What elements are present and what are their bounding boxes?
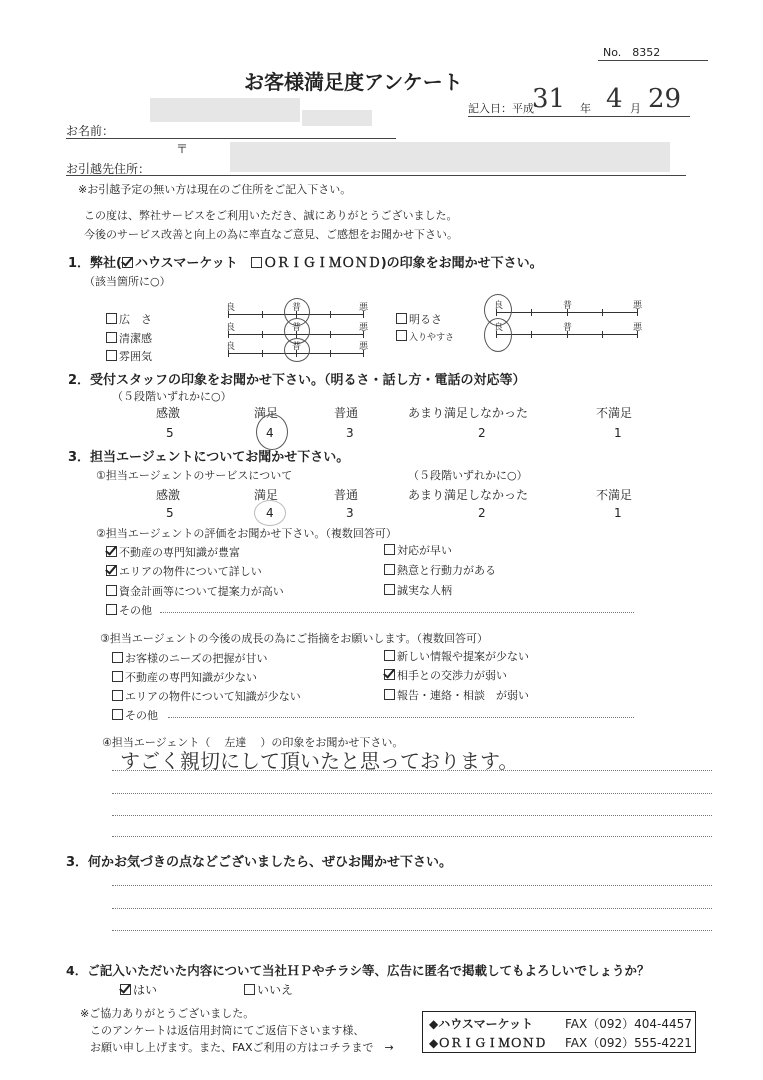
date-year-unit: 年	[580, 102, 591, 115]
fax-box	[422, 1011, 696, 1053]
q3-s2-item-area	[106, 563, 262, 579]
q2-answer-circle	[256, 414, 288, 450]
q5-option-yes-label: はい	[133, 983, 158, 997]
q1-post: )の印象をお聞かせ下さい。	[380, 256, 543, 271]
q3-s3-item-report-checkbox[interactable]	[384, 689, 395, 700]
q1-item-size-label: 広 さ	[119, 313, 152, 326]
q2-subtitle: （５段階いずれかに○）	[112, 390, 232, 403]
q1-scale-bad-label: 悪	[359, 323, 369, 333]
q1-item-accessibility	[396, 330, 454, 343]
q3-s2-item-planning	[106, 583, 284, 599]
q3-s1-title: ①担当エージェントのサービスについて	[96, 469, 293, 482]
q1-option-housemarket-label: ハウスマーケット	[135, 256, 238, 271]
footer-note-1: このアンケートは返信用封筒にてご返信下さいます様、	[90, 1024, 365, 1037]
name-underline	[66, 138, 396, 139]
q3-s2-item-other-label: その他	[119, 604, 152, 617]
q3-s3-other-line[interactable]	[168, 717, 634, 718]
q1-subtitle: （該当箇所に○）	[84, 275, 171, 288]
postal-mark: 〒	[176, 142, 189, 156]
rating-value-4: 4	[266, 506, 274, 520]
q1-item-cleanliness	[106, 330, 152, 346]
q1-number: 1．	[68, 256, 91, 271]
q1-item-accessibility-checkbox[interactable]	[396, 330, 407, 341]
q3-s4-line-3[interactable]	[112, 815, 712, 816]
q3-s3-item-negotiation	[384, 667, 507, 683]
q1-item-atmosphere-label: 雰囲気	[119, 350, 152, 363]
q3-s2-item-quick-label: 対応が早い	[397, 544, 452, 557]
q3-s2-item-knowledge	[106, 544, 240, 560]
q5-option-no-label: いいえ	[257, 983, 294, 997]
q3-s2-item-area-checkbox[interactable]	[106, 565, 117, 576]
q3-s3-item-other	[112, 707, 158, 723]
q3-s3-item-report-label: 報告・連絡・相談 が弱い	[397, 689, 529, 702]
q3-s2-item-sincere-label: 誠実な人柄	[397, 584, 452, 597]
name-redacted-2	[302, 110, 372, 126]
q1-scale-bad-label: 悪	[359, 342, 369, 352]
q1-item-cleanliness-label: 清潔感	[119, 332, 152, 345]
rating-label-1: 不満足	[596, 488, 633, 502]
q3-s2-item-sincere	[384, 582, 452, 598]
fax-housemarket-name: ◆ハウスマーケット	[429, 1017, 534, 1031]
q1-option-origimond-checkbox[interactable]	[251, 257, 262, 268]
q3-s2-item-sincere-checkbox[interactable]	[384, 584, 395, 595]
q1-atmosphere-answer-circle	[284, 338, 310, 362]
q3-s2-item-knowledge-checkbox[interactable]	[106, 546, 117, 557]
address-label: お引越先住所：	[66, 162, 151, 176]
q2-title: 2．受付スタッフの印象をお聞かせ下さい。（明るさ・話し方・電話の対応等）	[68, 373, 526, 388]
q1-item-size	[106, 311, 152, 327]
q1-item-cleanliness-checkbox[interactable]	[106, 332, 117, 343]
q5-option-no	[244, 981, 293, 998]
q1-option-origimond-label: ＯＲＩＧＩＭＯＮＤ	[263, 256, 381, 271]
name-label: お名前：	[66, 124, 115, 138]
q3-s1-answer-circle	[254, 500, 286, 526]
q3-s2-other-line[interactable]	[160, 612, 634, 613]
q3-title: 3．担当エージェントについてお聞かせ下さい。	[68, 450, 350, 465]
q1-scale-avg-label: 普	[292, 323, 302, 333]
q3-s3-item-negotiation-checkbox[interactable]	[384, 669, 395, 680]
q3-s2-title: ②担当エージェントの評価をお聞かせ下さい。（複数回答可）	[96, 527, 397, 540]
q3-s3-item-info-label: 新しい情報や提案が少ない	[397, 650, 529, 663]
intro-line-1: この度は、弊社サービスをご利用いただき、誠にありがとうございました。	[84, 209, 458, 222]
q3-s2-item-other	[106, 602, 152, 618]
q3-s3-item-other-checkbox[interactable]	[112, 709, 123, 720]
date-month[interactable]: 4	[606, 84, 623, 114]
fax-origimond-number: FAX（092）555-4221	[565, 1036, 692, 1050]
address-redacted	[230, 142, 670, 172]
footer-thanks: ※ご協力ありがとうございました。	[80, 1007, 255, 1020]
q1-item-brightness	[396, 311, 442, 327]
rating-value-4: 4	[266, 426, 274, 440]
rating-label-2: あまり満足しなかった	[408, 406, 529, 420]
q3-s4-handwritten-answer[interactable]: すごく親切にして頂いたと思っております。	[120, 749, 519, 773]
q1-item-brightness-label: 明るさ	[409, 313, 442, 326]
q1-scale-bad-label: 悪	[633, 323, 643, 333]
q1-scale-avg-label: 普	[563, 323, 573, 333]
q3-s3-item-knowledge-checkbox[interactable]	[112, 671, 123, 682]
q3-s3-item-negotiation-label: 相手との交渉力が弱い	[397, 669, 507, 682]
q1-item-atmosphere-checkbox[interactable]	[106, 350, 117, 361]
q3-s4-pre: ④担当エージェント（	[102, 736, 211, 749]
q1-item-size-checkbox[interactable]	[106, 313, 117, 324]
q3-s4-line-2[interactable]	[112, 793, 712, 794]
q3-s2-item-other-checkbox[interactable]	[106, 604, 117, 615]
q2-rating-scale[interactable]	[0, 404, 763, 444]
rating-value-5: 5	[166, 426, 174, 440]
rating-label-4: 満足	[254, 406, 279, 420]
date-underline	[468, 116, 690, 117]
rating-value-3: 3	[346, 426, 354, 440]
q3-s3-item-report	[384, 687, 529, 703]
date-label: 記入日：平成	[468, 102, 534, 115]
q3-s2-item-passion-label: 熱意と行動力がある	[397, 564, 496, 577]
q3-s3-item-area-checkbox[interactable]	[112, 690, 123, 701]
address-note: ※お引越予定の無い方は現在のご住所をご記入下さい。	[78, 183, 352, 196]
q3-s1-subtitle: （５段階いずれかに○）	[408, 469, 528, 482]
rating-value-1: 1	[614, 426, 622, 440]
rating-label-5: 感激	[156, 406, 181, 420]
rating-label-1: 不満足	[596, 406, 633, 420]
rating-value-3: 3	[346, 506, 354, 520]
q3-s3-item-needs-label: お客様のニーズの把握が甘い	[125, 652, 268, 665]
document-number: No. 8352	[603, 46, 661, 59]
page-title: お客様満足度アンケート	[244, 70, 463, 94]
q1-accessibility-answer-circle	[484, 318, 512, 352]
q3-s3-item-other-label: その他	[125, 709, 158, 722]
q3-s2-item-passion	[384, 562, 496, 578]
date-month-unit: 月	[630, 102, 641, 115]
q3-s3-item-info	[384, 648, 529, 664]
fax-housemarket-number: FAX（092）404-4457	[565, 1017, 692, 1031]
q3-s1-rating-scale[interactable]	[0, 486, 763, 526]
q1-option-housemarket-checkbox[interactable]	[122, 257, 133, 268]
q5-option-no-checkbox[interactable]	[244, 984, 255, 995]
intro-line-2: 今後のサービス改善と向上の為に率直なご意見、ご感想をお聞かせ下さい。	[84, 228, 458, 241]
doc-number-underline	[598, 60, 708, 61]
rating-label-5: 感激	[156, 488, 181, 502]
q4-line-2[interactable]	[112, 908, 712, 909]
q1-item-brightness-checkbox[interactable]	[396, 313, 407, 324]
q4-title: 3．何かお気づきの点などございましたら、ぜひお聞かせ下さい。	[66, 855, 453, 870]
rating-label-2: あまり満足しなかった	[408, 488, 529, 502]
rating-value-2: 2	[478, 426, 486, 440]
q3-s3-item-info-checkbox[interactable]	[384, 650, 395, 661]
q1-scale-good-label: 良	[494, 323, 504, 333]
footer-note-2: お願い申し上げます。また、FAXご利用の方はコチラまで →	[90, 1041, 394, 1054]
date-day[interactable]: 29	[648, 84, 682, 114]
q3-s4-line-1[interactable]	[112, 770, 712, 771]
q3-s2-item-quick	[384, 542, 452, 558]
address-underline	[66, 175, 686, 176]
q1-scale-avg-label: 普	[563, 301, 573, 311]
q1-scale-brightness[interactable]	[494, 300, 643, 322]
q1-pre: 弊社(	[90, 256, 122, 271]
rating-label-3: 普通	[334, 406, 359, 420]
q1-scale-good-label: 良	[494, 301, 504, 311]
q3-s3-item-knowledge-label: 不動産の専門知識が少ない	[125, 671, 257, 684]
q3-s3-title: ③担当エージェントの今後の成長の為にご指摘をお願いします。（複数回答可）	[100, 632, 489, 645]
fax-origimond-name: ◆ＯＲＩＧＩＭＯＮＤ	[429, 1036, 547, 1050]
q1-scale-good-label: 良	[226, 303, 236, 313]
q1-title	[68, 252, 543, 271]
rating-value-1: 1	[614, 506, 622, 520]
q1-scale-avg-label: 普	[292, 303, 302, 313]
q3-s2-item-planning-checkbox[interactable]	[106, 585, 117, 596]
q5-option-yes	[120, 981, 157, 998]
q3-s3-item-area-label: エリアの物件について知識が少ない	[125, 690, 301, 703]
q3-s3-item-needs-checkbox[interactable]	[112, 652, 123, 663]
q1-scale-good-label: 良	[226, 323, 236, 333]
q3-s4-line-4[interactable]	[112, 836, 712, 837]
q5-option-yes-checkbox[interactable]	[120, 984, 131, 995]
q3-s2-item-knowledge-label: 不動産の専門知識が豊富	[119, 546, 240, 559]
date-year[interactable]: 31	[532, 84, 566, 114]
rating-label-4: 満足	[254, 488, 279, 502]
rating-value-5: 5	[166, 506, 174, 520]
q4-line-3[interactable]	[112, 930, 712, 931]
q3-s2-item-area-label: エリアの物件について詳しい	[119, 565, 262, 578]
q1-scale-bad-label: 悪	[633, 301, 643, 311]
q4-line-1[interactable]	[112, 885, 712, 886]
q3-s2-item-quick-checkbox[interactable]	[384, 544, 395, 555]
name-redacted	[150, 98, 300, 122]
q3-s4-post: ）の印象をお聞かせ下さい。	[260, 736, 404, 749]
q5-title: 4．ご記入いただいた内容について当社ＨＰやチラシ等、広告に匿名で掲載してもよろしいでしょうか？	[66, 963, 650, 978]
q1-item-atmosphere	[106, 348, 152, 364]
q1-scale-good-label: 良	[226, 342, 236, 352]
q3-s4-agent-name: 左達	[224, 736, 247, 749]
q3-s2-item-planning-label: 資金計画等について提案力が高い	[119, 585, 284, 598]
rating-value-2: 2	[478, 506, 486, 520]
q1-item-accessibility-label: 入りやすさ	[409, 333, 455, 343]
q1-scale-avg-label: 普	[292, 342, 302, 352]
q1-scale-accessibility[interactable]	[494, 322, 643, 344]
q3-s3-item-knowledge	[112, 669, 257, 685]
rating-label-3: 普通	[334, 488, 359, 502]
q3-s3-item-needs	[112, 650, 267, 666]
q1-scale-bad-label: 悪	[359, 303, 369, 313]
q3-s3-item-area	[112, 688, 301, 704]
q3-s2-item-passion-checkbox[interactable]	[384, 564, 395, 575]
